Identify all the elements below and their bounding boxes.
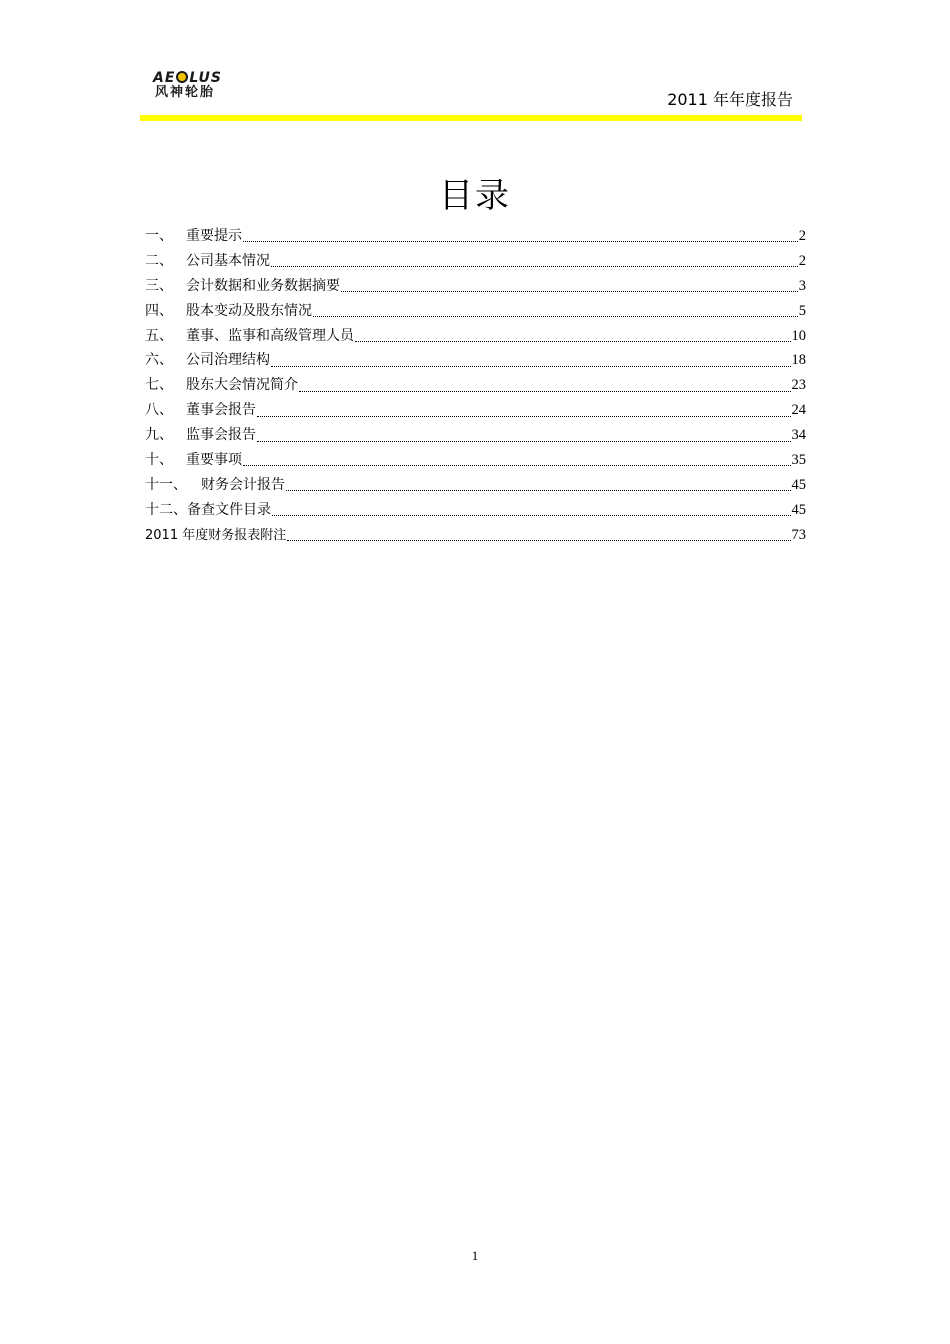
toc-item-9[interactable] <box>145 423 806 448</box>
toc-item-13[interactable] <box>145 523 806 548</box>
toc-item-label: 董事会报告 <box>186 402 256 419</box>
toc-item-label: 董事、监事和高级管理人员 <box>186 327 354 344</box>
toc-item-number: 十、 <box>145 452 173 469</box>
logo-latin-text: AE LUS <box>153 70 223 86</box>
toc-leader-dots <box>257 440 791 442</box>
toc-leader-dots <box>243 240 798 242</box>
toc-item-10[interactable] <box>145 448 806 473</box>
toc-item-number: 二、 <box>145 252 173 269</box>
toc-item-label: 监事会报告 <box>186 427 256 444</box>
toc-item-number: 五、 <box>145 327 173 344</box>
toc-item-number: 九、 <box>145 427 173 444</box>
toc-leader-dots <box>341 290 798 292</box>
toc-item-number: 四、 <box>145 302 173 319</box>
header-yellow-rule <box>140 115 802 121</box>
toc-item-label: 公司基本情况 <box>186 252 270 269</box>
toc-item-number: 七、 <box>145 377 173 394</box>
toc-item-label: 公司治理结构 <box>186 352 270 369</box>
toc-item-page: 34 <box>791 427 806 444</box>
toc-item-3[interactable] <box>145 274 806 299</box>
toc-item-label: 会计数据和业务数据摘要 <box>186 277 340 294</box>
toc-item-8[interactable] <box>145 398 806 423</box>
toc-item-page: 45 <box>791 476 806 493</box>
toc-item-number: 三、 <box>145 277 173 294</box>
toc-item-number: 八、 <box>145 402 173 419</box>
toc-item-number: 六、 <box>145 352 173 369</box>
logo-tire-icon <box>176 71 188 83</box>
toc-item-5[interactable] <box>145 324 806 349</box>
toc-item-page: 35 <box>791 452 806 469</box>
toc-item-page: 3 <box>798 277 806 294</box>
toc-leader-dots <box>355 340 791 342</box>
aeolus-logo <box>153 71 293 101</box>
toc-item-number: 一、 <box>145 228 173 244</box>
toc-item-page: 2 <box>798 252 806 269</box>
toc-item-page: 45 <box>791 501 806 518</box>
toc-title: 目录 <box>439 176 511 216</box>
toc-item-label: 备查文件目录 <box>187 501 271 518</box>
toc-leader-dots <box>313 315 798 317</box>
toc-item-page: 18 <box>791 352 806 369</box>
toc-leader-dots <box>272 514 791 516</box>
toc-item-label: 财务会计报告 <box>201 476 285 493</box>
toc-item-page: 23 <box>791 377 806 394</box>
toc-leader-dots <box>287 539 790 541</box>
toc-item-number: 十一、 <box>145 476 187 493</box>
toc-item-label: 重要提示 <box>186 228 242 244</box>
toc-leader-dots <box>299 390 791 392</box>
toc-leader-dots <box>271 265 798 267</box>
toc-leader-dots <box>243 464 791 466</box>
toc-leader-dots <box>286 489 791 491</box>
toc-item-2[interactable] <box>145 249 806 274</box>
table-of-contents <box>145 224 806 548</box>
toc-item-1[interactable] <box>145 224 806 249</box>
report-title: 2011 年年度报告 <box>667 90 793 109</box>
toc-item-label: 股东大会情况简介 <box>186 377 298 394</box>
toc-item-label: 股本变动及股东情况 <box>186 302 312 319</box>
toc-item-number: 十二、 <box>145 501 187 518</box>
toc-item-label: 2011 年度财务报表附注 <box>145 527 287 543</box>
toc-item-page: 10 <box>791 327 806 344</box>
toc-item-page: 73 <box>791 526 806 543</box>
toc-item-7[interactable] <box>145 373 806 398</box>
toc-item-label: 重要事项 <box>186 452 242 469</box>
toc-item-12[interactable] <box>145 498 806 523</box>
toc-item-page: 2 <box>798 228 806 244</box>
toc-item-11[interactable] <box>145 473 806 498</box>
toc-item-6[interactable] <box>145 348 806 373</box>
toc-item-page: 24 <box>791 402 806 419</box>
page-number: 1 <box>471 1248 479 1263</box>
logo-chinese-text: 风神轮胎 <box>155 85 216 100</box>
toc-leader-dots <box>257 415 791 417</box>
toc-item-4[interactable] <box>145 299 806 324</box>
toc-leader-dots <box>271 365 791 367</box>
toc-item-page: 5 <box>798 302 806 319</box>
